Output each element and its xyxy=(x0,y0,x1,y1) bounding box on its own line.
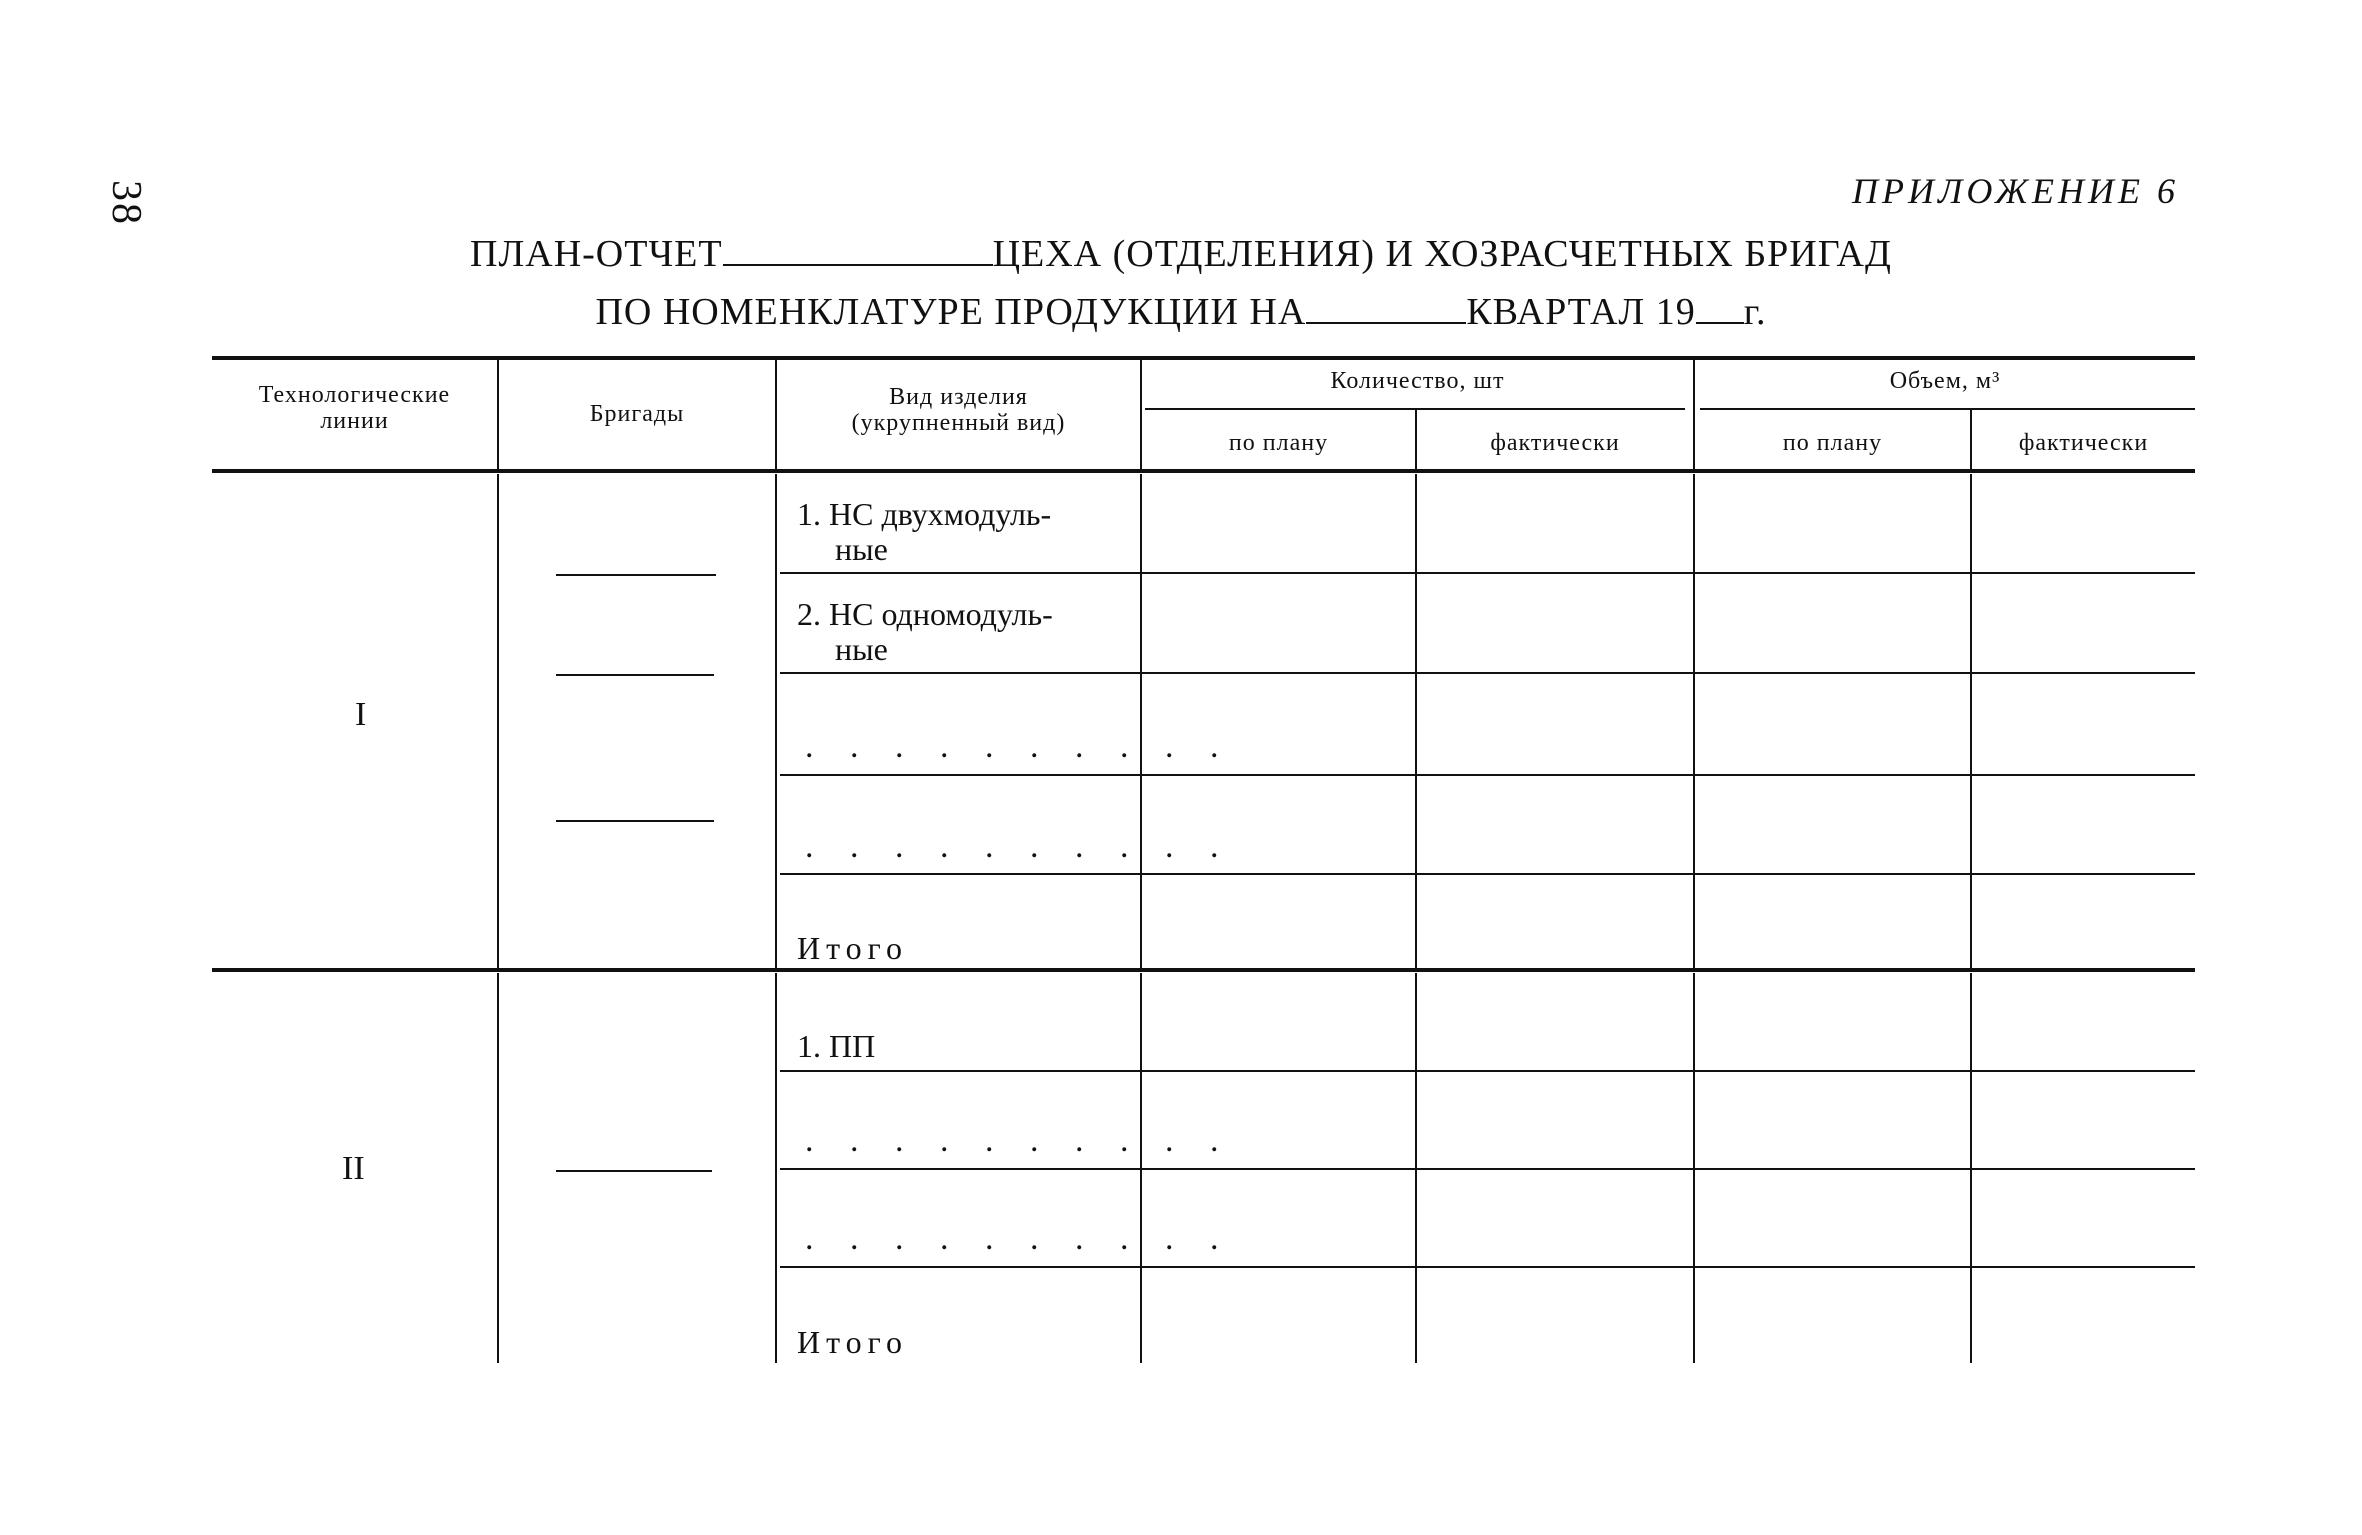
product-item: 1. ПП xyxy=(797,1028,876,1064)
header-lines xyxy=(212,382,497,434)
tech-line-number: I xyxy=(355,696,367,733)
product-item-cont: ные xyxy=(835,631,888,667)
header-lines-text: линии xyxy=(320,408,389,434)
header-brigades: Бригады xyxy=(589,401,685,427)
row-rule xyxy=(780,1070,2195,1072)
row-rule xyxy=(780,672,2195,674)
header-lines-text: Технологические xyxy=(258,382,451,408)
header-bottom-rule xyxy=(212,469,2195,473)
workshop-blank xyxy=(723,264,993,266)
section-divider-rule xyxy=(212,968,2195,972)
header-product xyxy=(777,384,1140,436)
header-quantity-actual: фактически xyxy=(1490,430,1620,456)
product-item-cont: ные xyxy=(835,531,888,567)
row-rule xyxy=(780,774,2195,776)
tech-line-number: II xyxy=(342,1150,365,1187)
page-number: 38 xyxy=(103,180,149,226)
row-rule xyxy=(780,572,2195,574)
column-divider xyxy=(1140,474,1142,968)
year-blank xyxy=(1696,322,1744,324)
product-item: 1. НС двухмодуль- xyxy=(797,496,1052,532)
brigade-blank xyxy=(556,574,716,576)
header-volume-actual: фактически xyxy=(2018,430,2149,456)
header-volume: Объем, м³ xyxy=(1889,368,2001,394)
volume-sub-rule xyxy=(1700,408,2195,410)
brigade-blank xyxy=(556,674,714,676)
table-top-rule xyxy=(212,356,2195,360)
column-divider xyxy=(497,474,499,968)
header-product-text: (укрупненный вид) xyxy=(851,410,1066,436)
header-quantity: Количество, шт xyxy=(1330,368,1505,394)
total-label: Итого xyxy=(797,930,908,966)
product-item: 2. НС одномодуль- xyxy=(797,596,1053,632)
total-label: Итого xyxy=(797,1324,908,1360)
header-product-text: Вид изделия xyxy=(889,384,1028,410)
placeholder-dots: . . . . . . . . . . xyxy=(805,1122,1233,1159)
title-part-plan-report: ПЛАН-ОТЧЕТ xyxy=(470,233,723,275)
quarter-blank xyxy=(1306,322,1466,324)
brigade-blank xyxy=(556,820,714,822)
header-quantity-plan: по плану xyxy=(1228,430,1329,456)
document-title-line1 xyxy=(0,232,2362,276)
placeholder-dots: . . . . . . . . . . xyxy=(805,828,1233,865)
column-divider xyxy=(775,973,777,1363)
document-title-line2 xyxy=(0,290,2362,334)
column-divider xyxy=(1970,474,1972,968)
row-rule xyxy=(780,873,2195,875)
title-part-year: г. xyxy=(1743,291,1767,333)
title-part-quarter: КВАРТАЛ 19 xyxy=(1466,291,1696,333)
row-rule xyxy=(780,1266,2195,1268)
column-divider xyxy=(1415,474,1417,968)
header-volume-plan: по плану xyxy=(1782,430,1883,456)
placeholder-dots: . . . . . . . . . . xyxy=(805,728,1233,765)
column-divider xyxy=(775,474,777,968)
brigade-blank xyxy=(556,1170,712,1172)
appendix-label: ПРИЛОЖЕНИЕ 6 xyxy=(1852,171,2179,211)
column-divider xyxy=(1693,474,1695,968)
row-rule xyxy=(780,1168,2195,1170)
column-divider xyxy=(497,973,499,1363)
placeholder-dots: . . . . . . . . . . xyxy=(805,1220,1233,1257)
title-part-nomenclature: ПО НОМЕНКЛАТУРЕ ПРОДУКЦИИ НА xyxy=(595,291,1307,333)
title-part-workshop: ЦЕХА (ОТДЕЛЕНИЯ) И ХОЗРАСЧЕТНЫХ БРИГАД xyxy=(992,233,1892,275)
